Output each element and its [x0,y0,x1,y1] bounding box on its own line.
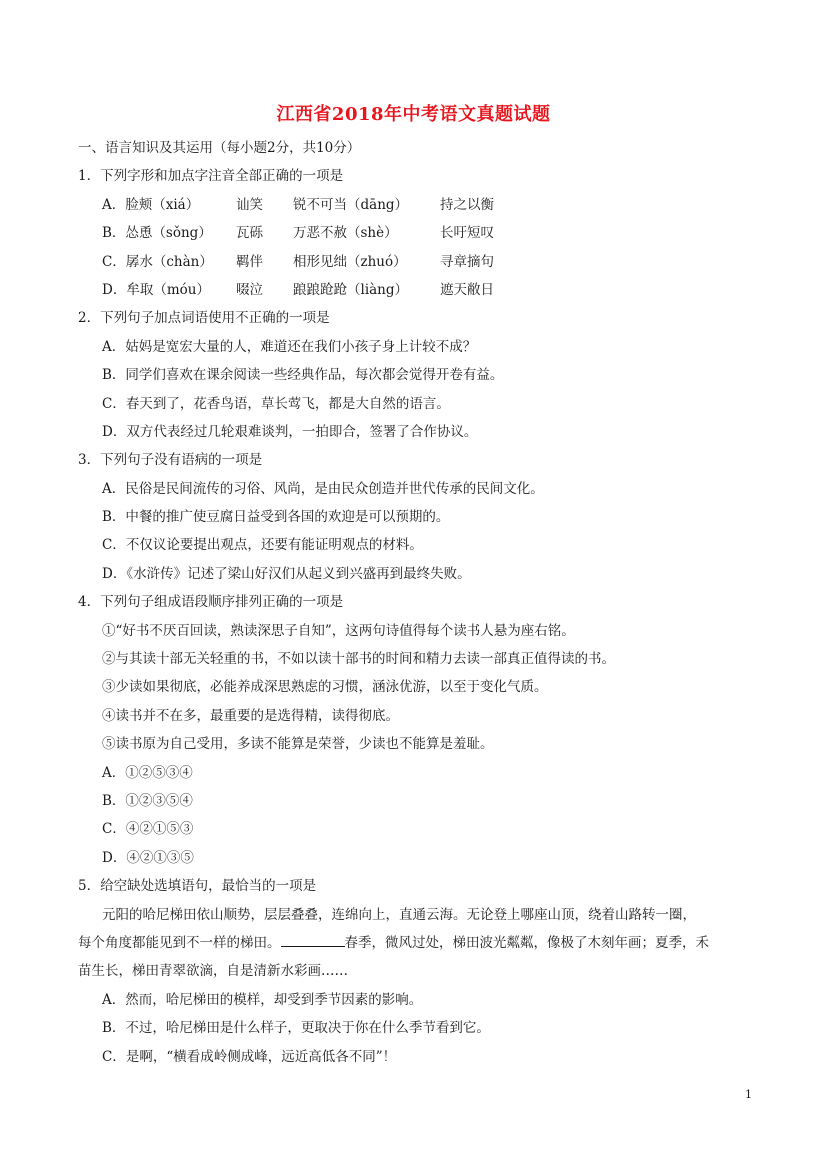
question-4-option-c: C．④②①⑤③ [102,821,194,838]
option-b-word-4: 长吁短叹 [440,225,494,242]
option-d-word-2: 啜泣 [236,281,263,298]
option-a-word-4: 持之以衡 [440,196,494,213]
question-4-stem: 4．下列句子组成语段顺序排列正确的一项是 [78,594,344,611]
question-4-option-a: A．①②⑤③④ [102,764,193,781]
question-4-sentence-5: ⑤读书原为自己受用，多读不能算是荣誉，少读也不能算是羞耻。 [102,736,494,753]
question-3-option-a: A．民俗是民间流传的习俗、风尚，是由民众创造并世代传承的民间文化。 [102,480,544,497]
question-5-option-a: A．然而，哈尼梯田的模样，却受到季节因素的影响。 [102,991,423,1008]
question-1-stem: 1．下列字形和加点字注音全部正确的一项是 [78,168,344,185]
option-c-word-1: C．孱水（chàn） [102,253,213,270]
option-c-word-3: 相形见绌（zhuó） [293,253,407,270]
exam-content [78,134,750,1071]
question-3-stem: 3．下列句子没有语病的一项是 [78,452,263,469]
question-5-option-c: C．是啊，“横看成岭侧成峰，远近高低各不同”！ [102,1048,397,1065]
question-4-sentence-2: ②与其读十部无关轻重的书，不如以读十部书的时间和精力去读一部真正值得读的书。 [102,651,615,668]
question-1-option-a [78,191,750,219]
question-5-passage-line-1: 元阳的哈尼梯田依山顺势，层层叠叠，连绵向上，直通云海。无论登上哪座山顶，绕着山路转一圈， [102,906,696,923]
page-title: 江西省2018年中考语文真题试题 [276,104,551,125]
page-number: 1 [745,1088,752,1101]
question-1-option-c [78,248,750,276]
question-2-option-b: B．同学们喜欢在课余阅读一些经典作品，每次都会觉得开卷有益。 [102,367,504,384]
option-d-word-3: 踉踉跄跄（liàng） [293,281,409,298]
question-5-passage-line-2 [78,929,750,957]
question-3-option-b: B．中餐的推广使豆腐日益受到各国的欢迎是可以预期的。 [102,509,450,526]
option-c-word-4: 寻章摘句 [440,253,494,270]
option-b-word-3: 万恶不赦（shè） [293,225,398,242]
question-4-sentence-4: ④读书并不在多，最重要的是选得精，读得彻底。 [102,707,399,724]
passage-text-before-blank: 每个角度都能见到不一样的梯田。 [78,934,281,951]
option-c-word-2: 羁伴 [236,253,263,270]
question-2-option-a: A．姑妈是宽宏大量的人，难道还在我们小孩子身上计较不成？ [102,338,477,355]
question-2-option-d: D．双方代表经过几轮艰难谈判，一拍即合，签署了合作协议。 [102,423,478,440]
option-b-word-1: B．怂恿（sǒng） [102,225,212,242]
section-heading: 一、语言知识及其运用（每小题2分，共10分） [78,140,361,156]
option-b-word-2: 瓦砾 [236,225,263,242]
question-3-option-c: C．不仅议论要提出观点，还要有能证明观点的材料。 [102,537,423,554]
option-d-word-1: D．牟取（móu） [102,281,210,298]
option-a-word-2: 讪笑 [236,196,263,213]
question-4-option-d: D．④②①③⑤ [102,849,194,866]
option-d-word-4: 遮天敝日 [440,281,494,298]
question-4-sentence-1: ①“好书不厌百回读，熟读深思子自知”，这两句诗值得每个读书人悬为座右铭。 [102,622,575,639]
passage-text-after-blank: 春季，微风过处，梯田波光粼粼，像极了木刻年画；夏季，禾 [344,934,709,951]
question-4-sentence-3: ③少读如果彻底，必能养成深思熟虑的习惯，涵泳优游，以至于变化气质。 [102,679,548,696]
fill-in-blank [281,932,345,947]
question-3-option-d: D．《水浒传》记述了梁山好汉们从起义到兴盛再到最终失败。 [102,565,471,582]
question-5-option-b: B．不过，哈尼梯田是什么样子，更取决于你在什么季节看到它。 [102,1020,490,1037]
question-2-stem: 2．下列句子加点词语使用不正确的一项是 [78,310,330,327]
question-5-passage-line-3: 苗生长，梯田青翠欲滴，自是清新水彩画…… [78,963,348,980]
question-5-stem: 5．给空缺处选填语句，最恰当的一项是 [78,878,317,895]
question-1-option-b [78,219,750,247]
option-a-word-1: A．脸颊（xiá） [102,196,200,213]
question-1-option-d [78,276,750,304]
option-a-word-3: 锐不可当（dāng） [293,196,409,213]
question-4-option-b: B．①②③⑤④ [102,792,193,809]
question-2-option-c: C．春天到了，花香鸟语，草长莺飞，都是大自然的语言。 [102,395,450,412]
